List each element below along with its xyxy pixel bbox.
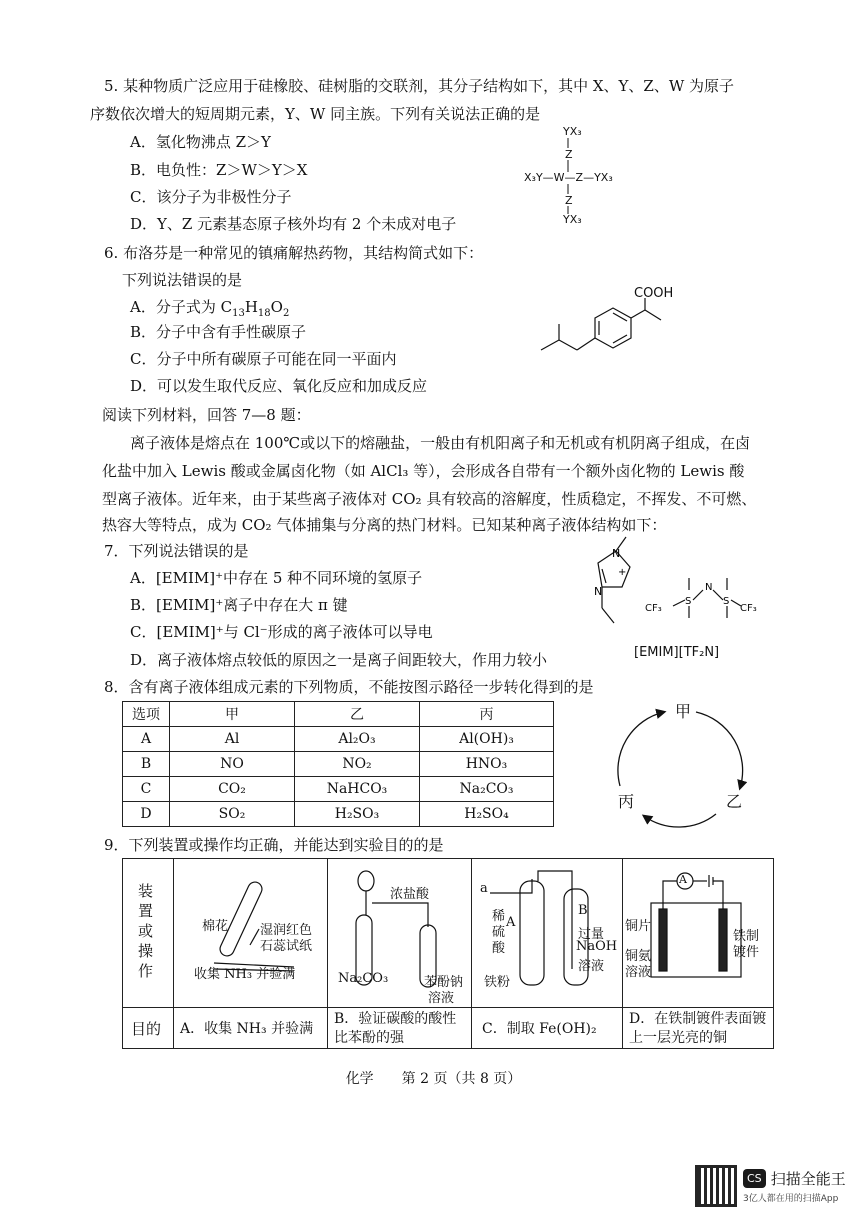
qr-code-icon: [695, 1165, 737, 1207]
row-head-apparatus: [123, 859, 174, 1008]
svg-text:N: N: [594, 585, 603, 598]
row-head-apparatus-text: 装置或操作: [138, 882, 154, 980]
mol-bottom-group: YX₃: [563, 213, 582, 226]
purpose-b-text: B．验证碳酸的酸性比苯酚的强: [334, 1011, 457, 1046]
label-h2so4: 稀硫酸: [492, 909, 506, 956]
watermark-subtitle: 3亿人都在用的扫描App: [743, 1194, 839, 1204]
label-solution-2: 溶液: [625, 965, 652, 980]
svg-text:S: S: [723, 596, 730, 607]
table-cell: SO₂: [170, 802, 295, 827]
label-paper-1: 湿润红色: [260, 923, 313, 938]
label-cotton: 棉花: [202, 919, 229, 934]
q6-option-b: B．分子中含有手性碳原子: [130, 323, 307, 341]
q6-a-text: A．分子式为 C: [130, 298, 233, 316]
label-naoh-2: NaOH: [576, 939, 618, 954]
svg-text:N: N: [612, 547, 621, 560]
table-cell: H₂SO₃: [295, 802, 420, 827]
apparatus-a: [174, 859, 328, 1008]
label-naoh-3: 溶液: [578, 959, 605, 974]
q6-option-c: C．分子中所有碳原子可能在同一平面内: [130, 350, 397, 368]
table-cell: A: [123, 727, 170, 752]
label-paper-2: 石蕊试纸: [260, 939, 313, 954]
label-iron-part-1: 铁制: [733, 929, 760, 944]
table-cell: NaHCO₃: [295, 777, 420, 802]
label-iron-part-2: 镀件: [733, 945, 760, 960]
purpose-a: [174, 1008, 328, 1049]
svg-text:S: S: [685, 596, 692, 607]
q6-a-2: 2: [282, 308, 290, 319]
mol-center-row: X₃Y—W—Z—YX₃: [524, 171, 613, 184]
table-row: [123, 752, 554, 777]
purpose-row: [123, 1008, 774, 1049]
mol-top-group: YX₃: [563, 125, 582, 138]
q7-stem: 7．下列说法错误的是: [104, 542, 249, 560]
table-cell: B: [123, 752, 170, 777]
table-header-row: [123, 702, 554, 727]
purpose-c: [472, 1008, 623, 1049]
apparatus-b: [328, 859, 472, 1008]
label-A: A: [506, 915, 516, 930]
scanner-logo-icon: CS: [743, 1169, 766, 1188]
q6-a-O: O: [270, 298, 283, 316]
label-solution-1: 铜氨: [625, 949, 652, 964]
emim-caption: [EMIM][TF₂N]: [634, 645, 720, 660]
table-cell: HNO₃: [420, 752, 554, 777]
reading-p1: 离子液体是熔点在 100℃或以下的熔融盐，一般由有机阳离子和无机或有机阴离子组成，在卤: [130, 434, 751, 452]
row-head-purpose-text: 目的: [131, 1020, 162, 1038]
header-cell: 选项: [123, 702, 170, 727]
table-row: [123, 777, 554, 802]
svg-text:N: N: [705, 582, 713, 593]
q5-stem-line1: 5. 某种物质广泛应用于硅橡胶、硅树脂的交联剂，其分子结构如下，其中 X、Y、Z、W 为原子: [104, 77, 735, 95]
q5-option-b: B．电负性：Z＞W＞Y＞X: [130, 161, 308, 179]
table-row: [123, 802, 554, 827]
apparatus-row: [123, 859, 774, 1008]
reading-p4: 热容大等特点，成为 CO₂ 气体捕集与分离的热门材料。已知某种离子液体结构如下：: [102, 516, 667, 534]
header-cell: 乙: [295, 702, 420, 727]
reading-p3: 型离子液体。近年来，由于某些离子液体对 CO₂ 具有较高的溶解度，性质稳定，不挥发、不可燃、: [102, 490, 757, 508]
ibuprofen-cooh-label: COOH: [634, 286, 674, 301]
table-cell: NO₂: [295, 752, 420, 777]
label-B: B: [578, 903, 588, 918]
q6-option-d: D．可以发生取代反应、氧化反应和加成反应: [130, 377, 428, 395]
q7-option-b: B．[EMIM]⁺离子中存在大 π 键: [130, 596, 348, 614]
cf3-right: CF₃: [740, 603, 757, 614]
q8-table: [122, 701, 554, 827]
label-copper: 铜片: [625, 919, 652, 934]
purpose-a-text: A．收集 NH₃ 并验满: [180, 1021, 314, 1037]
label-collect: 收集 NH₃ 并验满: [194, 967, 296, 982]
label-a: a: [480, 881, 488, 896]
cf3-left: CF₃: [645, 603, 662, 614]
mol-z-top: Z: [565, 148, 573, 161]
table-cell: NO: [170, 752, 295, 777]
q6-option-a: [130, 297, 289, 317]
row-head-purpose: [123, 1008, 174, 1049]
q5-stem-line2: 序数依次增大的短周期元素，Y、W 同主族。下列有关说法正确的是: [90, 105, 541, 123]
tf2n-anion-structure: [645, 570, 765, 625]
header-cell: 甲: [170, 702, 295, 727]
q5-option-a: A．氢化物沸点 Z＞Y: [130, 133, 271, 151]
q7-option-c: C．[EMIM]⁺与 Cl⁻形成的离子液体可以导电: [130, 623, 433, 641]
table-cell: C: [123, 777, 170, 802]
q7-option-a: A．[EMIM]⁺中存在 5 种不同环境的氢原子: [130, 569, 423, 587]
table-cell: H₂SO₄: [420, 802, 554, 827]
table-cell: Na₂CO₃: [420, 777, 554, 802]
purpose-d-text: D．在铁制镀件表面镀上一层光亮的铜: [629, 1011, 767, 1046]
mol-bonds: [560, 136, 580, 216]
q6-a-18: 18: [257, 308, 271, 319]
header-cell: 丙: [420, 702, 554, 727]
label-naoh-1: 过量: [578, 927, 605, 942]
apparatus-d: [623, 859, 774, 1008]
ibuprofen-structure: [515, 298, 675, 368]
q8-stem: 8．含有离子液体组成元素的下列物质，不能按图示路径一步转化得到的是: [104, 678, 594, 696]
purpose-b: [328, 1008, 472, 1049]
label-hcl: 浓盐酸: [390, 887, 430, 902]
apparatus-c: [472, 859, 623, 1008]
reading-intro: 阅读下列材料，回答 7—8 题：: [102, 406, 311, 424]
cycle-node-bing: 丙: [618, 792, 635, 811]
q5-option-d: D．Y、Z 元素基态原子核外均有 2 个未成对电子: [130, 215, 457, 233]
q6-sub-stem: 下列说法错误的是: [122, 271, 243, 289]
q6-a-H: H: [244, 298, 258, 316]
q6-a-13: 13: [232, 308, 245, 319]
mol-z-bottom: Z: [565, 194, 573, 207]
table-cell: CO₂: [170, 777, 295, 802]
label-phenolate-2: 溶液: [428, 991, 455, 1006]
table-row: [123, 727, 554, 752]
watermark-title: 扫描全能王: [770, 1170, 846, 1188]
ammeter-icon: A: [679, 873, 687, 886]
svg-text:+: +: [618, 567, 627, 578]
table-cell: D: [123, 802, 170, 827]
q6-stem: 6. 布洛芬是一种常见的镇痛解热药物，其结构简式如下：: [104, 244, 484, 262]
q9-stem: 9．下列装置或操作均正确，并能达到实验目的的是: [104, 836, 444, 854]
q7-option-d: D．离子液体熔点较低的原因之一是离子间距较大，作用力较小: [130, 651, 548, 669]
q5-option-c: C．该分子为非极性分子: [130, 188, 292, 206]
label-na2co3: Na₂CO₃: [338, 971, 389, 986]
label-iron: 铁粉: [484, 975, 511, 990]
table-cell: Al(OH)₃: [420, 727, 554, 752]
reading-p2: 化盐中加入 Lewis 酸或金属卤化物（如 AlCl₃ 等），会形成各自带有一个额外卤化物的 Lewis 酸: [102, 462, 745, 480]
q9-table: [122, 858, 774, 1049]
table-cell: Al: [170, 727, 295, 752]
cycle-node-jia: 甲: [675, 702, 692, 721]
table-cell: Al₂O₃: [295, 727, 420, 752]
cycle-node-yi: 乙: [726, 792, 743, 811]
purpose-c-text: C．制取 Fe(OH)₂: [482, 1021, 597, 1037]
watermark: [743, 1168, 846, 1204]
purpose-d: [623, 1008, 774, 1049]
label-phenolate-1: 苯酚钠: [424, 975, 464, 990]
page-footer: 化学 第 2 页（共 8 页）: [345, 1071, 522, 1087]
